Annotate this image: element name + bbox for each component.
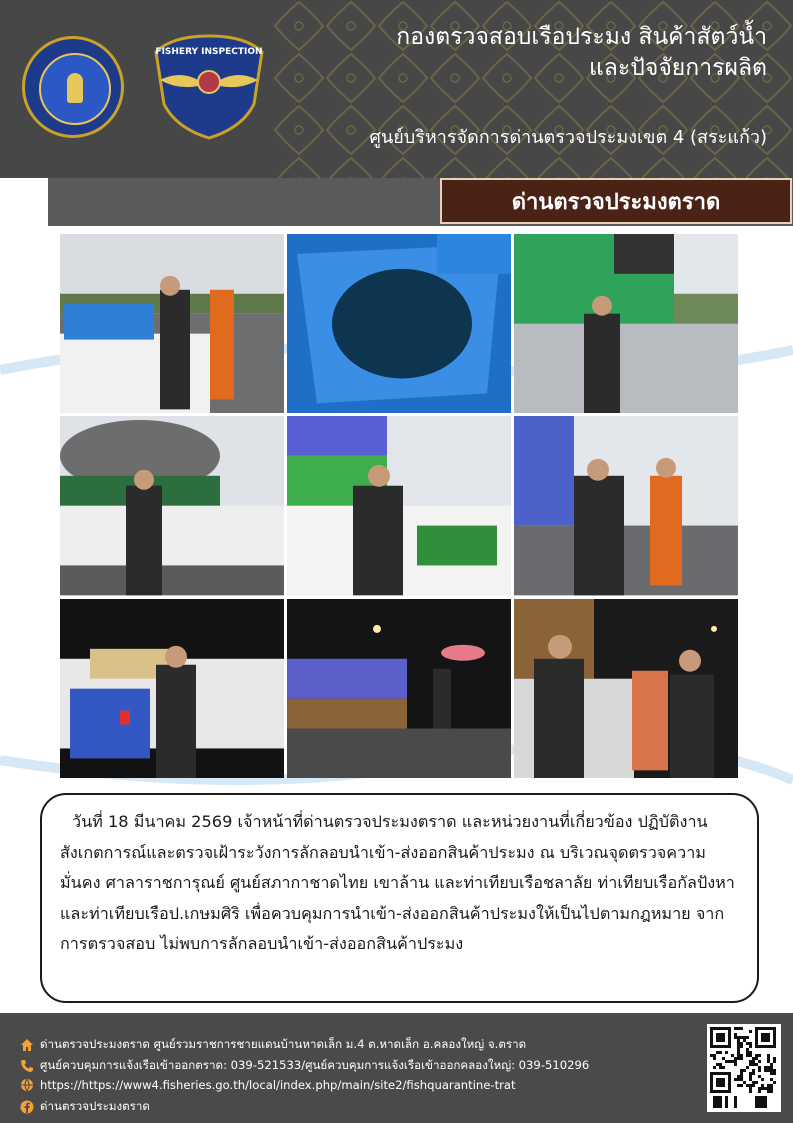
inspection-photo-covered-truck [60,416,284,595]
fishery-inspection-badge-icon [150,34,268,140]
phone-icon [20,1059,34,1073]
footer-facebook-row [20,1098,150,1116]
footer-facebook-link[interactable]: ด่านตรวจประมงตราด [40,1099,150,1113]
inspection-photo-water-tank [287,234,511,413]
footer-address: ด่านตรวจประมงตราด ศูนย์รวมราชการชายแดนบ้านหาดเล็ก ม.4 ต.หาดเล็ก อ.คลองใหญ่ จ.ตราด [40,1037,527,1051]
inspection-photo-green-crates-truck [514,234,738,413]
qr-code-icon[interactable] [707,1024,781,1112]
inspection-photo-night-road [287,599,511,778]
footer-phone: ศูนย์ควบคุมการแจ้งเรือเข้าออกตราด: 039-521533/ศูนย์ควบคุมการแจ้งเรือเข้าออกคลองใหญ่: 039-510296 [40,1058,590,1072]
header-title-line1: กองตรวจสอบเรือประมง สินค้าสัตว์น้ำ [396,24,767,50]
header-title [287,22,767,84]
description-text: วันที่ 18 มีนาคม 2569 เจ้าหน้าที่ด่านตรวจประมงตราด และหน่วยงานที่เกี่ยวข้อง ปฏิบัติงานสังเกตการณ์และตรวจเฝ้าระวังการลักลอบนำเข้า-ส่งออกสินค้าประมง ณ บริเวณจุดตรวจความมั่นคง ศาลาราชการุณย์ ศูนย์สภากาชาดไทย เขาล้าน และท่าเทียบเรือชลาลัย ท่าเทียบเรือกัลปังหา และท่าเทียบเรือป.เกษมศิริ เพื่อควบคุมการนำเข้า-ส่งออกสินค้าประมงให้เป็นไปตามกฎหมาย จากการตรวจสอบ ไม่พบการลักลอบนำเข้า-ส่งออกสินค้าประมง [60,812,735,953]
footer-website-row [20,1078,516,1092]
inspection-photo-night-officers [514,599,738,778]
footer-phone-row [20,1057,589,1075]
department-of-fisheries-seal-icon [22,36,124,138]
home-icon [20,1038,34,1052]
photo-grid [60,234,738,778]
inspection-photo-truck-blue-tanks [60,234,284,413]
inspection-photo-officers-checkpoint [514,416,738,595]
inspection-photo-crates-truck-officer [287,416,511,595]
header-title-line2: และปัจจัยการผลิต [588,55,767,81]
facebook-icon [20,1100,34,1114]
description-box [40,793,759,1003]
header [0,0,793,178]
logo2-text: FISHERY INSPECTION [155,47,263,57]
globe-icon [20,1078,34,1092]
checkpoint-banner: ด่านตรวจประมงตราด [440,178,792,224]
footer-website-link[interactable]: https://https://www4.fisheries.go.th/local/index.php/main/site2/fishquarantine-trat [40,1078,516,1092]
footer-address-row [20,1036,526,1054]
header-subtitle: ศูนย์บริหารจัดการด่านตรวจประมงเขต 4 (สระแก้ว) [369,127,767,148]
inspection-photo-night-truck [60,599,284,778]
